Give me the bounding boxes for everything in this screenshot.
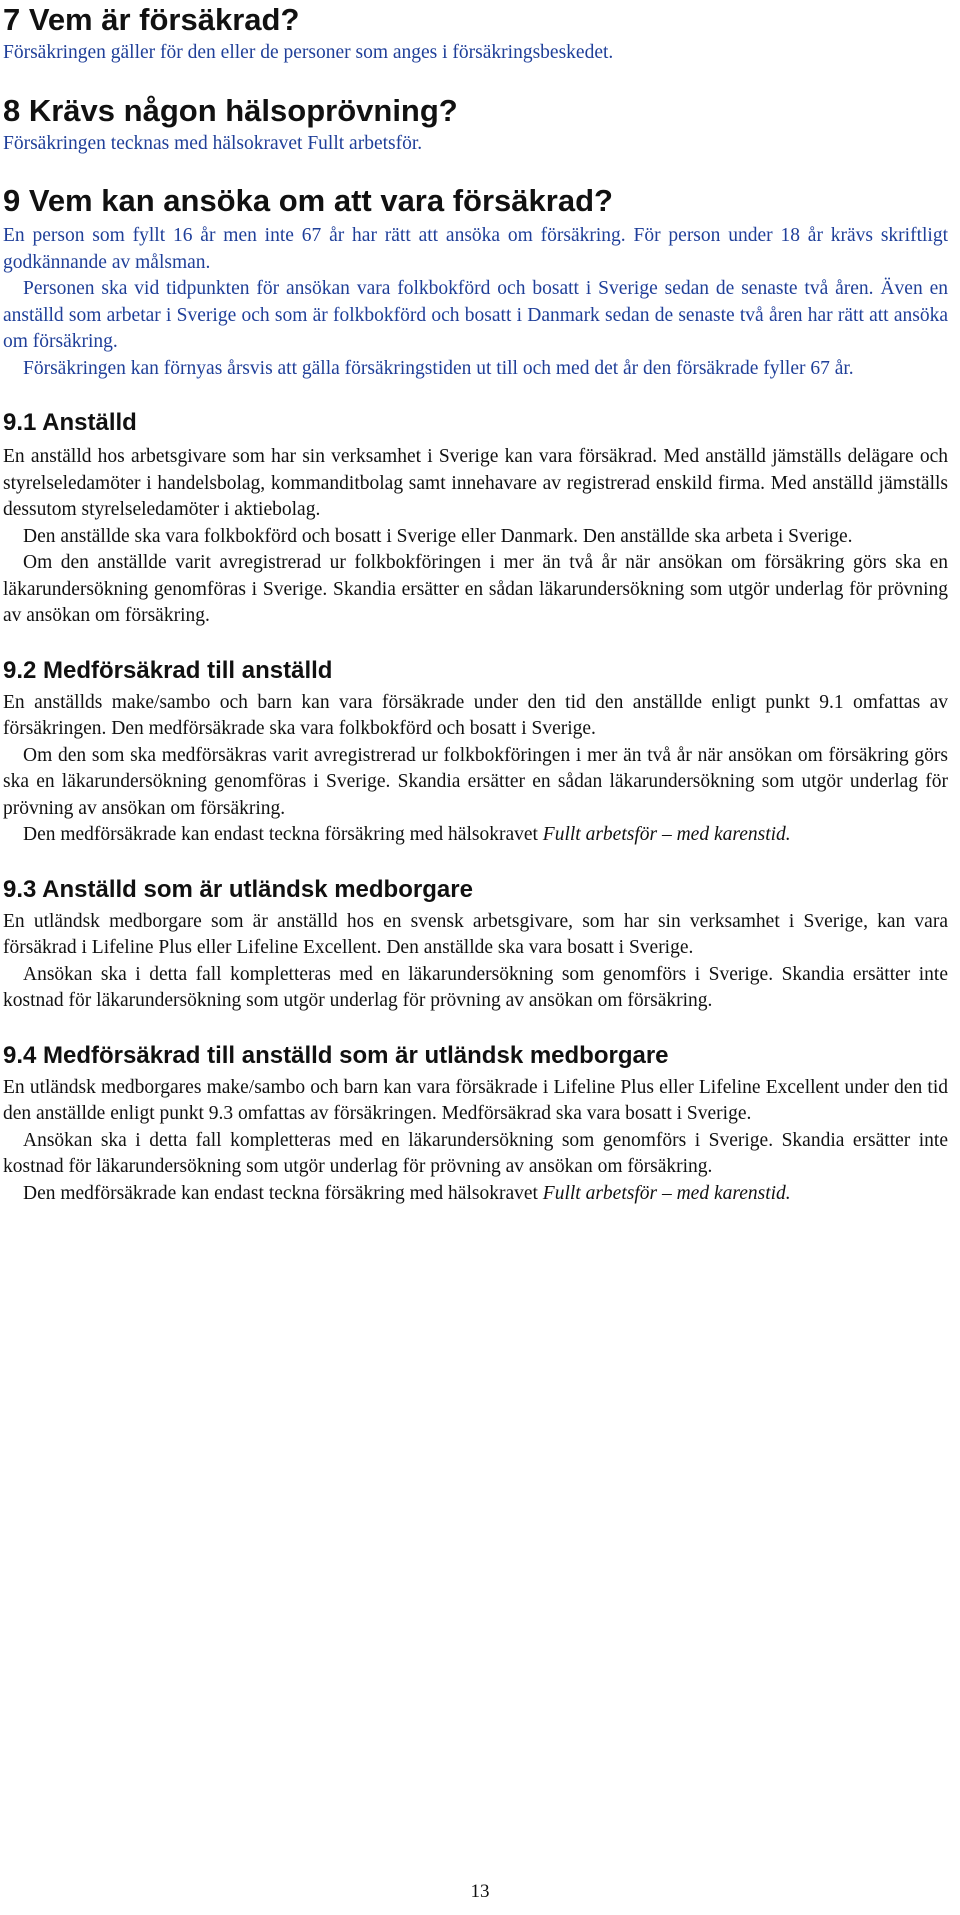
section-9-4-paragraph-2: Ansökan ska i detta fall kompletteras med en läkarundersökning som genomförs i Sverige. Skandia ersätter inte kostnad för läkarundersökning som utgör underlag för prövning av ansökan om försäkring. (3, 1129, 948, 1177)
section-7-text: Försäkringen gäller för den eller de personer som anges i försäkringsbeskedet. (3, 42, 614, 63)
section-9-paragraph-2: Personen ska vid tidpunkten för ansökan vara folkbokförd och bosatt i Sverige sedan de senaste två åren. Även en anställd som arbetar i Sverige och som är folkbokförd och bosatt i Danmark sedan de senaste två åren har rätt att ansöka om försäkring. (3, 278, 948, 352)
section-9-2-paragraph-3-lead: Den medförsäkrade kan endast teckna försäkring med hälsokravet (23, 824, 543, 845)
section-9-heading: 9 Vem kan ansöka om att vara försäkrad? (3, 183, 613, 218)
section-8-text: Försäkringen tecknas med hälsokravet Fullt arbetsför. (3, 132, 423, 154)
section-9-1-paragraph-1: En anställd hos arbetsgivare som har sin verksamhet i Sverige kan vara försäkrad. Med anställd jämställs delägare och styrelseledamöter i handelsbolag, kommanditbolag samt innehavare av registrerad enskild firma. Med anställd jämställs dessutom styrelseledamöter i aktiebolag. (3, 446, 948, 520)
page-number: 13 (470, 1881, 490, 1902)
section-9-2-heading: 9.2 Medförsäkrad till anställd (3, 656, 333, 684)
section-9-2-paragraph-3 (3, 822, 948, 849)
section-9-2-paragraph-2: Om den som ska medförsäkras varit avregistrerad ur folkbokföringen i mer än två år när ansökan om försäkring görs ska en läkarundersökning genomföras i Sverige. Skandia ersätter en sådan läkarundersökning som utgör underlag för prövning av ansökan om försäkring. (3, 744, 948, 819)
section-9-2-paragraph-3-emphasis: Fullt arbetsför – med karenstid. (542, 824, 791, 845)
section-9-3-heading: 9.3 Anställd som är utländsk medborgare (3, 875, 473, 903)
section-9-4-paragraph-3-lead: Den medförsäkrade kan endast teckna försäkring med hälsokravet (23, 1182, 543, 1204)
section-9-2-paragraph-1: En anställds make/sambo och barn kan vara försäkrade under den tid den anställde enligt punkt 9.1 omfattas av försäkringen. Den medförsäkrade ska vara folkbokförd och bosatt i Sverige. (3, 691, 948, 739)
section-9-1-paragraph-2: Den anställde ska vara folkbokförd och bosatt i Sverige eller Danmark. Den anställde ska arbeta i Sverige. (23, 525, 853, 547)
section-8-heading: 8 Krävs någon hälsoprövning? (3, 92, 458, 128)
section-7-heading: 7 Vem är försäkrad? (3, 2, 300, 37)
section-9-paragraph-3: Försäkringen kan förnyas årsvis att gälla försäkringstiden ut till och med det år den försäkrade fyller 67 år. (23, 357, 854, 379)
section-9-4-paragraph-3 (3, 1181, 948, 1208)
section-9-4-heading: 9.4 Medförsäkrad till anställd som är utländsk medborgare (3, 1041, 669, 1069)
section-9-3-paragraph-1: En utländsk medborgare som är anställd hos en svensk arbetsgivare, som har sin verksamhet i Sverige, kan vara försäkrad i Lifeline Plus eller Lifeline Excellent. Den anställde ska vara bosatt i Sverige. (3, 910, 948, 958)
section-9-1-paragraph-3: Om den anställde varit avregistrerad ur folkbokföringen i mer än två år när ansökan om försäkring görs ska en läkarundersökning genomföras i Sverige. Skandia ersätter en sådan läkarundersökning som utgör underlag för prövning av ansökan om försäkring. (3, 552, 948, 626)
section-9-3-paragraph-2: Ansökan ska i detta fall kompletteras med en läkarundersökning som genomförs i Sverige. Skandia ersätter inte kostnad för läkarundersökning som utgör underlag för prövning av ansökan om försäkring. (3, 963, 948, 1011)
section-9-4-paragraph-1: En utländsk medborgares make/sambo och barn kan vara försäkrade i Lifeline Plus eller Lifeline Excellent under den tid den anställde enligt punkt 9.3 omfattas av försäkringen. Medförsäkrad ska vara bosatt i Sverige. (3, 1076, 948, 1124)
section-9-1-heading: 9.1 Anställd (3, 409, 137, 436)
section-9-paragraph-1: En person som fyllt 16 år men inte 67 år har rätt att ansöka om försäkring. För person under 18 år krävs skriftligt godkännande av målsman. (3, 225, 948, 273)
section-9-4-paragraph-3-emphasis: Fullt arbetsför – med karenstid. (542, 1182, 791, 1204)
